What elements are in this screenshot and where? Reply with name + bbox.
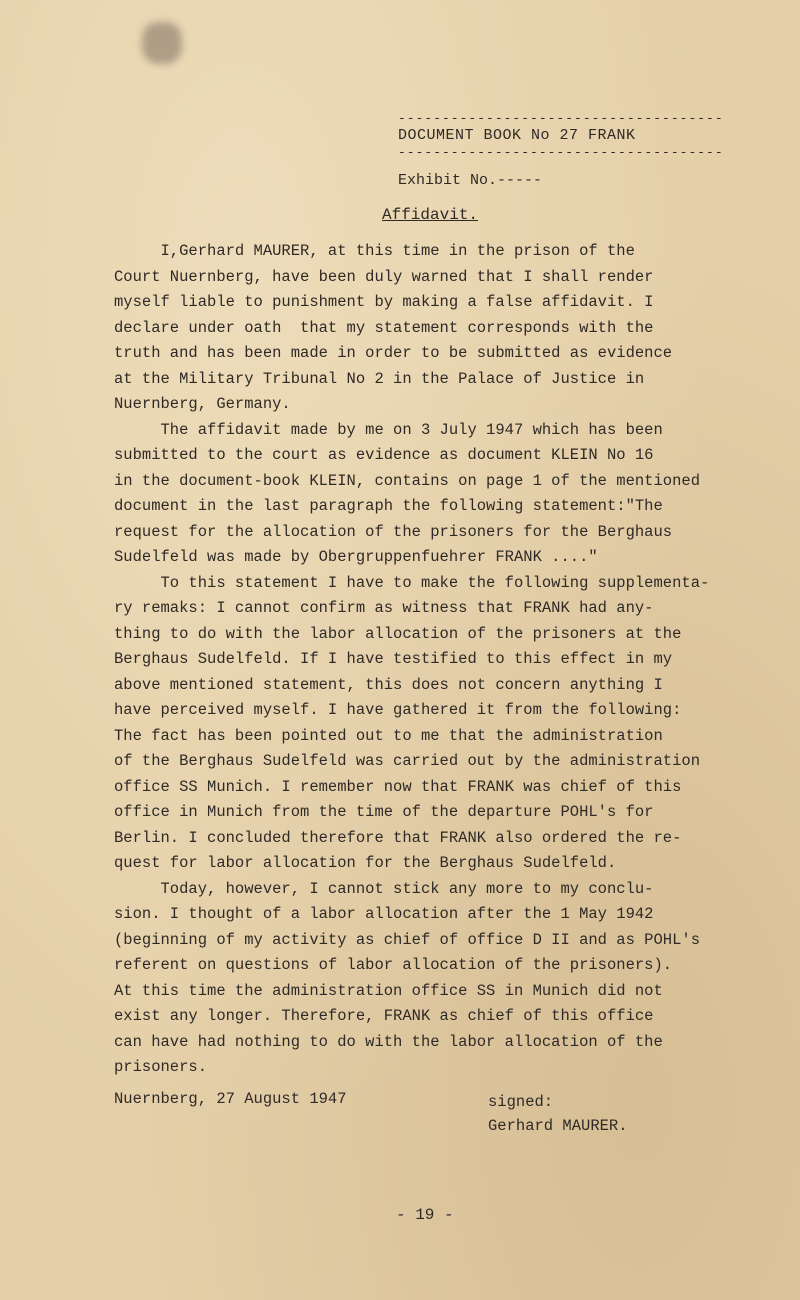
body-line: myself liable to punishment by making a false affidavit. I xyxy=(114,293,654,311)
body-line: request for the allocation of the prisoners for the Berghaus xyxy=(114,522,673,541)
body-line: document in the last paragraph the following statement:"The xyxy=(114,497,663,515)
exhibit-number: Exhibit No.----- xyxy=(398,172,543,189)
body-line: in the document-book KLEIN, contains on page 1 of the mentioned xyxy=(114,471,700,490)
signed-label: signed: xyxy=(488,1093,554,1111)
body-line: referent on questions of labor allocation of the prisoners). xyxy=(114,956,673,974)
place-and-date: Nuernberg, 27 August 1947 xyxy=(114,1090,347,1108)
header-rule-bottom: ------------------------------------- xyxy=(398,146,724,160)
body-line: Berghaus Sudelfeld. If I have testified to this effect in my xyxy=(114,650,673,668)
body-line: sion. I thought of a labor allocation after the 1 May 1942 xyxy=(114,905,654,923)
body-line: thing to do with the labor allocation of the prisoners at the xyxy=(114,624,682,643)
body-line: Today, however, I cannot stick any more to my conclu- xyxy=(114,879,654,898)
body-line: have perceived myself. I have gathered it from the following: xyxy=(114,701,682,719)
body-line: The fact has been pointed out to me that the administration xyxy=(114,726,663,745)
body-line: truth and has been made in order to be submitted as evidence xyxy=(114,344,673,362)
document-header xyxy=(398,112,728,160)
body-line: of the Berghaus Sudelfeld was carried out by the administration xyxy=(114,752,700,770)
signer-name: Gerhard MAURER. xyxy=(488,1117,628,1135)
header-rule-top: ------------------------------------- xyxy=(398,112,724,126)
body-line: To this statement I have to make the following supplementa- xyxy=(114,573,710,592)
ink-smudge xyxy=(142,22,182,64)
body-line: Court Nuernberg, have been duly warned that I shall render xyxy=(114,267,654,286)
affidavit-body xyxy=(114,239,774,1081)
body-line: At this time the administration office SS in Munich did not xyxy=(114,981,663,1000)
body-line: at the Military Tribunal No 2 in the Palace of Justice in xyxy=(114,369,645,388)
signature-block xyxy=(488,1090,628,1138)
page-number: - 19 - xyxy=(396,1206,454,1224)
body-line: office in Munich from the time of the departure POHL's for xyxy=(114,803,654,821)
body-line: can have had nothing to do with the labor allocation of the xyxy=(114,1032,663,1051)
body-line: (beginning of my activity as chief of office D II and as POHL's xyxy=(114,930,700,949)
body-line: ry remaks: I cannot confirm as witness that FRANK had any- xyxy=(114,599,654,617)
body-line: quest for labor allocation for the Berghaus Sudelfeld. xyxy=(114,854,617,872)
document-book-label: DOCUMENT BOOK No 27 FRANK xyxy=(398,127,636,144)
body-line: exist any longer. Therefore, FRANK as chief of this office xyxy=(114,1007,654,1025)
body-line: Nuernberg, Germany. xyxy=(114,395,291,413)
body-line: Berlin. I concluded therefore that FRANK also ordered the re- xyxy=(114,828,682,847)
body-line: prisoners. xyxy=(114,1058,208,1076)
body-line: above mentioned statement, this does not concern anything I xyxy=(114,675,663,694)
body-line: office SS Munich. I remember now that FRANK was chief of this xyxy=(114,777,682,796)
body-line: I,Gerhard MAURER, at this time in the prison of the xyxy=(114,242,635,260)
body-line: declare under oath that my statement corresponds with the xyxy=(114,318,654,337)
page-title: Affidavit. xyxy=(382,206,479,224)
body-line: submitted to the court as evidence as document KLEIN No 16 xyxy=(114,446,654,464)
body-line: Sudelfeld was made by Obergruppenfuehrer FRANK ...." xyxy=(114,548,598,566)
body-line: The affidavit made by me on 3 July 1947 which has been xyxy=(114,420,663,439)
